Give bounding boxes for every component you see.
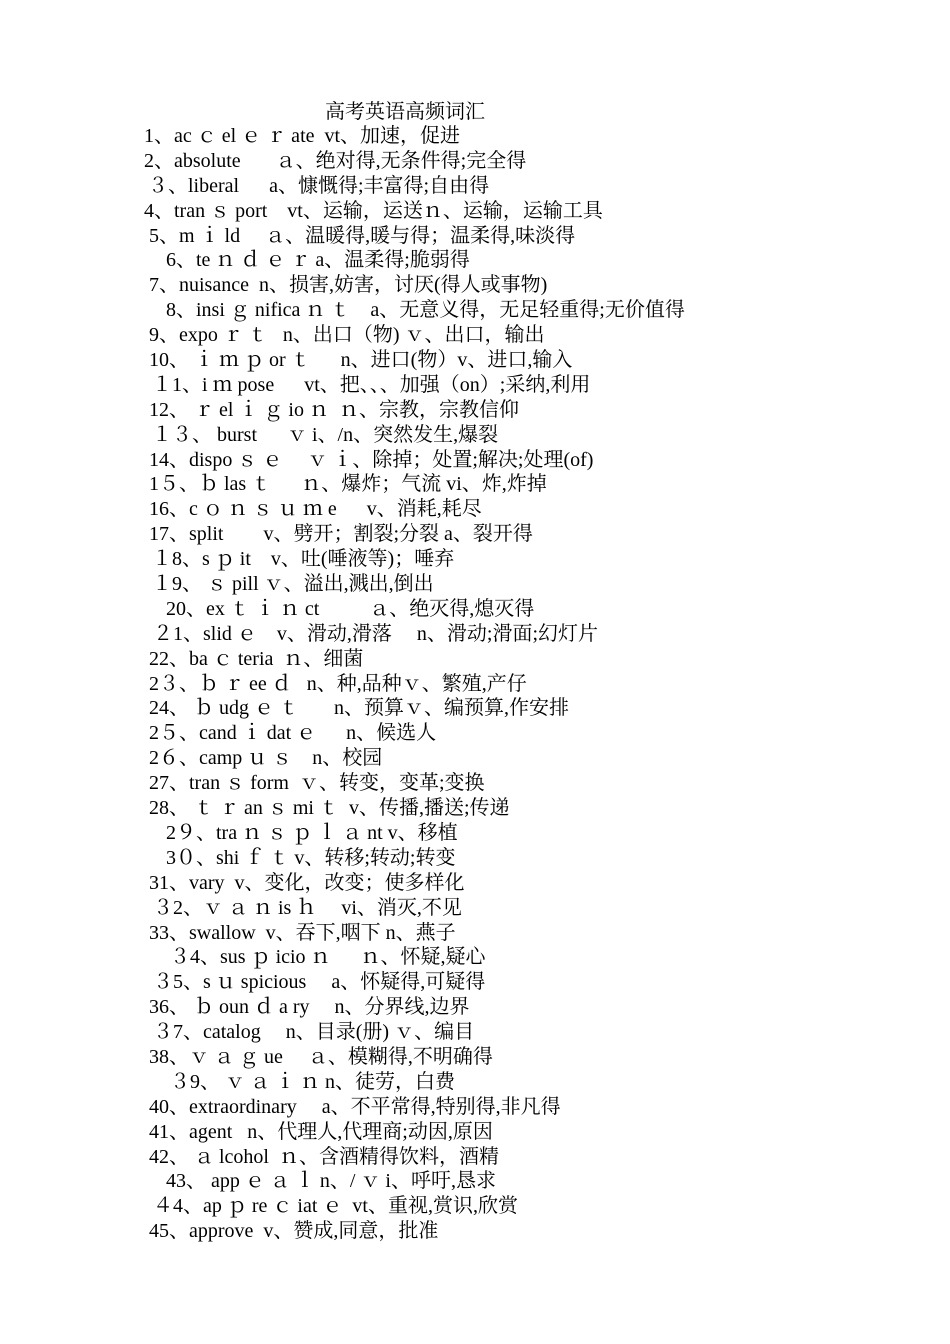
vocab-entry: 6、te ｎ ｄ ｅ ｒ a、温柔得;脆弱得 xyxy=(166,249,470,272)
vocab-entry: ３2、ｖ ａ ｎ is ｈ vi、消灭,不见 xyxy=(153,896,462,919)
vocab-entry: 10、 ｉ ｍ ｐ or ｔ n、进口(物）v、进口,输入 xyxy=(149,349,573,372)
vocab-entry: 7、nuisance n、损害,妨害，讨厌(得人或事物) xyxy=(149,274,548,297)
vocabulary-list xyxy=(0,124,950,1244)
vocab-entry: 2３、ｂ ｒ ee ｄ n、种,品种ｖ、繁殖,产仔 xyxy=(149,672,527,695)
vocab-entry: 20、ex ｔ ｉ ｎ ct ａ、绝灭得,熄灭得 xyxy=(166,597,535,620)
vocab-entry: ３5、s ｕ spicious a、怀疑得,可疑得 xyxy=(153,971,486,994)
vocab-entry: 22、ba ｃ teria ｎ、细菌 xyxy=(149,647,364,670)
vocab-entry: ３、liberal a、慷慨得;丰富得;自由得 xyxy=(148,174,490,197)
vocab-entry: ３9、 ｖ ａ ｉ ｎ n、徒劳，白费 xyxy=(170,1070,455,1093)
vocab-entry: 14、dispo ｓ ｅ ｖ ｉ、除掉；处置;解决;处理(of) xyxy=(149,448,594,471)
vocab-entry: ３4、sus ｐ icio ｎ ｎ、怀疑,疑心 xyxy=(170,946,486,969)
vocab-entry: 8、insi ｇ nifica ｎ ｔ a、无意义得，无足轻重得;无价值得 xyxy=(166,299,685,322)
vocab-entry: １8、s ｐ it v、吐(唾液等)；唾弃 xyxy=(152,548,455,571)
vocab-entry: 24、 ｂ udg ｅ ｔ n、预算ｖ、编预算,作安排 xyxy=(149,697,569,720)
vocab-entry: 16、c ｏ ｎ ｓ ｕ ｍ e v、消耗,耗尽 xyxy=(149,498,482,521)
vocab-entry: ２1、slid ｅ v、滑动,滑落 n、滑动;滑面;幻灯片 xyxy=(153,622,599,645)
vocab-entry: 38、ｖ ａ ｇ ue ａ、模糊得,不明确得 xyxy=(149,1045,493,1068)
vocab-entry: １1、i ｍ pose vt、把、、、加强（on）;采纳,利用 xyxy=(152,373,591,396)
vocab-entry: 2６、camp ｕ ｓ n、校园 xyxy=(149,747,383,770)
vocab-entry: 43、 app ｅ ａ ｌ n、/ ｖ i、呼吁,恳求 xyxy=(166,1170,496,1193)
vocab-entry: １３、 burst ｖ i、/n、突然发生,爆裂 xyxy=(152,423,499,446)
vocab-entry: 45、approve v、赞成,同意，批准 xyxy=(149,1220,439,1243)
vocab-entry: 1５、ｂ las ｔ ｎ、爆炸；气流 vi、炸,炸掉 xyxy=(149,473,547,496)
vocab-entry: 12、 ｒ el ｉ ｇ io ｎ ｎ、宗教，宗教信仰 xyxy=(149,398,519,421)
vocab-entry: 5、m ｉ ld ａ、温暖得,暖与得；温柔得,味淡得 xyxy=(149,224,576,247)
vocab-entry: 28、 ｔ ｒ an ｓ mi ｔ v、传播,播送;传递 xyxy=(149,797,510,820)
vocab-entry: 40、extraordinary a、不平常得,特别得,非凡得 xyxy=(149,1095,561,1118)
vocab-entry: 33、swallow v、吞下,咽下 n、燕子 xyxy=(149,921,456,944)
vocab-entry: 41、agent n、代理人,代理商;动因,原因 xyxy=(149,1120,493,1143)
vocab-entry: 36、 ｂ oun ｄ a ry n、分界线,边界 xyxy=(149,996,470,1019)
vocab-entry: ３7、catalog n、目录(册) ｖ、编目 xyxy=(153,1021,475,1044)
vocab-entry: 27、tran ｓ form ｖ、转变，变革;变换 xyxy=(149,772,485,795)
vocab-entry: １9、 ｓ pill ｖ、溢出,溅出,倒出 xyxy=(152,573,434,596)
vocab-entry: 31、vary v、变化，改变；使多样化 xyxy=(149,871,465,894)
vocab-entry: 42、 ａ lcohol ｎ、含酒精得饮料，酒精 xyxy=(149,1145,499,1168)
vocab-entry: 4、tran ｓ port vt、运输，运送ｎ、运输，运输工具 xyxy=(144,199,603,222)
vocab-entry: 2９、tra ｎ ｓ ｐ ｌ ａ nt v、移植 xyxy=(166,821,458,844)
vocab-entry: 17、split v、劈开；割裂;分裂 a、裂开得 xyxy=(149,523,533,546)
vocab-entry: 3０、shi ｆ ｔ v、转移;转动;转变 xyxy=(166,846,456,869)
vocab-entry: 2、absolute ａ、绝对得,无条件得;完全得 xyxy=(144,149,527,172)
vocab-entry: 2５、cand ｉ dat ｅ n、候选人 xyxy=(149,722,437,745)
vocab-entry: ４4、ap ｐ re ｃ iat ｅ vt、重视,赏识,欣赏 xyxy=(153,1195,518,1218)
vocab-entry: 9、expo ｒ ｔ n、出口（物) ｖ、出口，输出 xyxy=(149,324,545,347)
document-title: 高考英语高频词汇 xyxy=(325,101,485,123)
vocab-entry: 1、ac ｃ el ｅ ｒ ate vt、加速，促进 xyxy=(144,125,461,147)
